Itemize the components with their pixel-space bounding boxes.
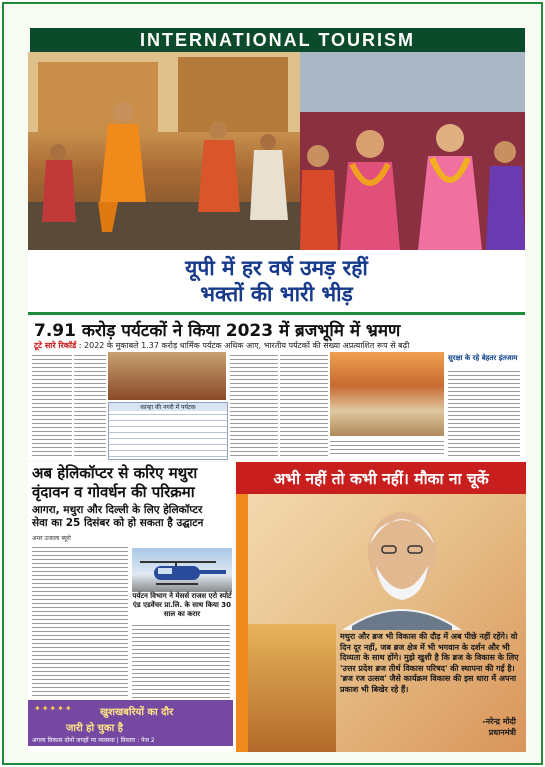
headline-line-1: यूपी में हर वर्ष उमड़ रहीं bbox=[185, 256, 368, 280]
newspaper-clipping-braj bbox=[28, 316, 525, 460]
banner-title: INTERNATIONAL TOURISM bbox=[140, 29, 415, 50]
helicopter-photo bbox=[132, 548, 232, 592]
ticker-line-1: खुशखबरियों का दौर bbox=[100, 707, 174, 718]
signature-name: -नरेन्द्र मोदी bbox=[482, 717, 516, 726]
helicopter-subtitle-line-1: आगरा, मथुरा और दिल्ली के लिए हेलिकॉप्टर bbox=[32, 504, 203, 516]
pm-quote-text: मथुरा और ब्रज भी विकास की दौड़ में अब पीछे नहीं रहेंगे। वो दिन दूर नहीं, जब ब्रज क्षेत्र में भी भगवान के दर्शन और भी दिव्यता के साथ होंगे। मुझे खुशी है कि ब्रज के विकास के लिए 'उत्तर प्रदेश ब्रज तीर्थ विकास परिषद' की स्थापना की गई है। 'ब्रज रज उत्सव' जैसे कार्यक्रम विकास की इस धारा में अपना प्रकाश भी बिखेर रहे हैं। bbox=[340, 632, 519, 694]
headline-line-2: भक्तों की भारी भीड़ bbox=[200, 282, 353, 306]
sparkle-icon: ✦✦✦✦✦ bbox=[34, 704, 73, 713]
alert-header bbox=[236, 462, 526, 494]
text-column bbox=[74, 352, 106, 456]
temple-graphic bbox=[236, 624, 336, 752]
quote-body bbox=[236, 494, 526, 752]
pm-quote-card bbox=[236, 462, 526, 752]
alert-header-text: अभी नहीं तो कभी नहीं। मौका ना चूकें bbox=[273, 470, 489, 488]
text-column bbox=[448, 368, 520, 456]
helicopter-subtitle bbox=[32, 504, 232, 530]
helicopter-title bbox=[32, 464, 232, 502]
crowd-photo bbox=[108, 352, 226, 400]
orange-accent-strip bbox=[236, 494, 248, 752]
text-column bbox=[32, 352, 72, 456]
helicopter-title-line-2: वृंदावन व गोवर्धन की परिक्रमा bbox=[32, 483, 195, 501]
clipping-subtitle bbox=[34, 340, 519, 351]
text-column bbox=[32, 544, 128, 698]
dancing-devotees-photo bbox=[28, 52, 300, 250]
clipping-title: 7.91 करोड़ पर्यटकों ने किया 2023 में ब्रजभूमि में भ्रमण bbox=[34, 321, 401, 341]
portrait-illustration bbox=[332, 500, 472, 630]
text-column bbox=[280, 352, 328, 456]
text-column bbox=[132, 622, 230, 698]
subtitle-highlight: टूटे सारे रिकॉर्ड bbox=[34, 341, 77, 350]
helicopter-title-line-1: अब हेलिकॉप्टर से करिए मथुरा bbox=[32, 464, 198, 482]
helicopter-subtitle-line-2: सेवा का 25 दिसंबर को हो सकता है उद्घाटन bbox=[32, 517, 204, 529]
headline bbox=[28, 250, 525, 315]
side-heading: सुरक्षा के रहे बेहतर इंतजाम bbox=[448, 354, 518, 362]
table-heading: कान्हा की नगरी में पर्यटक bbox=[109, 403, 227, 411]
signature-designation: प्रधानमंत्री bbox=[488, 728, 516, 737]
ticker-note: अगला विकास दोनों जगहों पर व्यवस्था | विस्तार : पेज 2 bbox=[32, 737, 155, 744]
newspaper-clipping-helicopter bbox=[28, 462, 233, 752]
title-banner bbox=[30, 28, 525, 52]
temple-photo bbox=[330, 352, 444, 436]
signature-block bbox=[482, 716, 516, 738]
subtitle-text: : 2022 के मुकाबले 1.37 करोड़ धार्मिक पर्यटक अधिक आए, भारतीय पर्यटकों की संख्या अप्रत्याशित रूप से बढ़ी bbox=[76, 341, 410, 350]
helicopter-caption: पर्यटन विभाग ने मेसर्स राजस एरो स्पोर्ट एंड एडवेंचर प्रा.लि. के साथ किया 30 साल का करार bbox=[132, 592, 232, 618]
statistics-table bbox=[108, 402, 228, 460]
garlanded-women-photo bbox=[300, 52, 525, 250]
byline: अमर उजाला ब्यूरो bbox=[32, 535, 71, 542]
news-ticker-overlay bbox=[28, 700, 233, 746]
text-column bbox=[230, 352, 278, 456]
ticker-line-2: जारी हो चुका है bbox=[66, 723, 123, 734]
text-column bbox=[330, 438, 444, 456]
